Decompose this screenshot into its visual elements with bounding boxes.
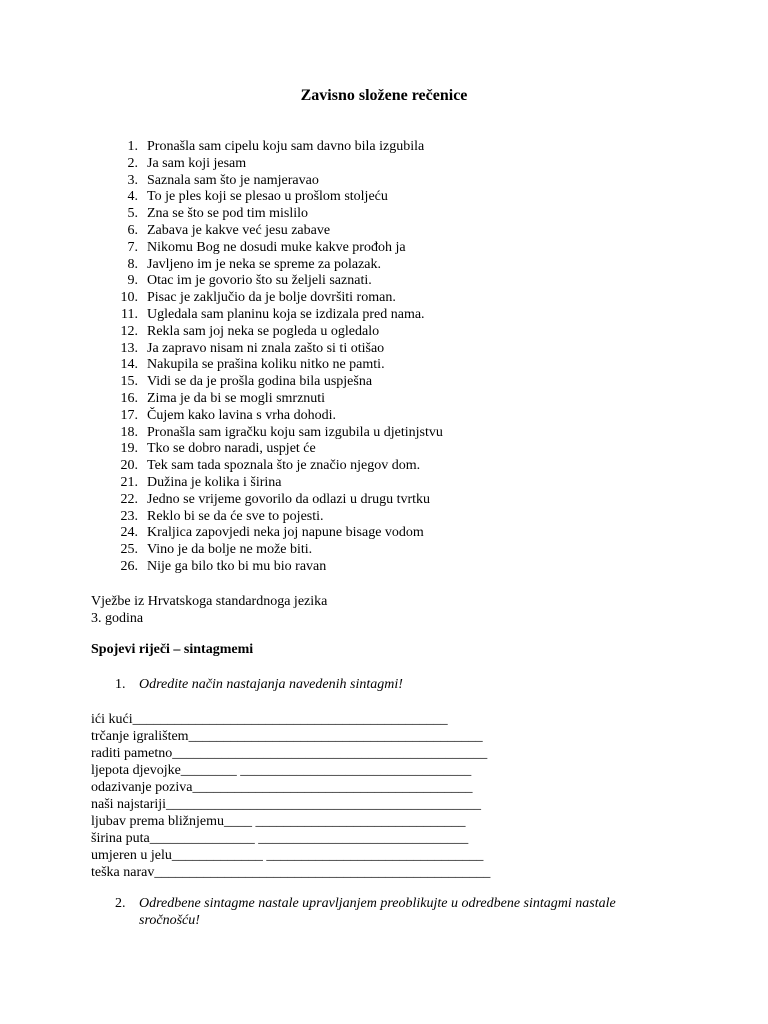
item-text: Jedno se vrijeme govorilo da odlazi u drugu tvrtku	[147, 491, 431, 507]
list-item	[110, 206, 443, 223]
phrase-line: raditi pametno_____________________________________________	[91, 746, 488, 761]
course-year: 3. godina	[91, 611, 144, 626]
phrase-line: ići kući_____________________________________________	[91, 712, 448, 727]
item-number: 22.	[120, 491, 138, 507]
list-item	[110, 525, 443, 542]
item-number: 7.	[127, 239, 138, 255]
task-2	[115, 895, 675, 929]
item-number: 15.	[120, 374, 138, 390]
item-number: 17.	[120, 407, 138, 423]
item-text: Zima je da bi se mogli smrznuti	[147, 390, 326, 406]
list-item	[110, 156, 443, 173]
phrase-line: teška narav________________________________________________	[91, 865, 491, 880]
item-text: Reklo bi se da će sve to pojesti.	[147, 508, 324, 524]
list-item	[110, 458, 443, 475]
item-number: 24.	[120, 525, 138, 541]
phrase-line: ljepota djevojke________ _________________________________	[91, 763, 472, 778]
item-number: 20.	[120, 458, 138, 474]
page-title: Zavisno složene rečenice	[300, 87, 468, 104]
list-item	[110, 139, 443, 156]
phrase-line: odazivanje poziva________________________________________	[91, 780, 473, 795]
list-item	[110, 223, 443, 240]
item-text: Ugledala sam planinu koja se izdizala pred nama.	[147, 306, 425, 322]
item-number: 26.	[120, 558, 138, 574]
task-text: Odredbene sintagme nastale upravljanjem preoblikujte u odredbene sintagmi nastale sročnošću!	[139, 896, 616, 928]
item-text: Čujem kako lavina s vrha dohodi.	[147, 407, 336, 423]
item-text: Ja sam koji jesam	[147, 155, 247, 171]
list-item	[110, 290, 443, 307]
list-item	[110, 357, 443, 374]
item-text: Saznala sam što je namjeravao	[147, 172, 319, 188]
item-text: Pisac je zaključio da je bolje dovršiti roman.	[147, 290, 396, 306]
list-item	[110, 273, 443, 290]
phrase-line: naši najstariji_____________________________________________	[91, 797, 482, 812]
list-item	[110, 492, 443, 509]
item-number: 14.	[120, 357, 138, 373]
item-text: Tek sam tada spoznala što je značio njegov dom.	[147, 458, 421, 474]
item-text: Zabava je kakve već jesu zabave	[147, 222, 331, 238]
list-item	[110, 542, 443, 559]
item-number: 18.	[120, 424, 138, 440]
list-item	[110, 559, 443, 576]
item-text: Tko se dobro naradi, uspjet će	[147, 441, 316, 457]
list-item	[110, 240, 443, 257]
item-number: 10.	[120, 290, 138, 306]
task-text: Odredite način nastajanja navedenih sintagmi!	[139, 677, 403, 692]
item-text: Nikomu Bog ne dosudi muke kakve prođoh ja	[147, 239, 406, 255]
task-number: 2.	[115, 896, 126, 911]
list-item	[110, 324, 443, 341]
item-text: Otac im je govorio što su željeli saznati.	[147, 273, 372, 289]
course-info	[91, 593, 327, 627]
item-text: Kraljica zapovjedi neka joj napune bisage vodom	[147, 525, 424, 541]
list-item	[110, 408, 443, 425]
item-number: 1.	[127, 139, 138, 154]
item-text: Pronašla sam cipelu koju sam davno bila izgubila	[147, 139, 425, 154]
item-text: Zna se što se pod tim mislilo	[147, 206, 308, 222]
item-number: 12.	[120, 323, 138, 339]
phrase-line: širina puta_______________ ______________________________	[91, 831, 469, 846]
item-text: Dužina je kolika i širina	[147, 474, 282, 490]
task-number: 1.	[115, 677, 126, 692]
phrase-line: ljubav prema bližnjemu____ ______________________________	[91, 814, 466, 829]
list-item	[110, 475, 443, 492]
list-item	[110, 257, 443, 274]
task-1	[115, 677, 403, 693]
item-number: 4.	[127, 189, 138, 205]
item-number: 23.	[120, 508, 138, 524]
item-text: Rekla sam joj neka se pogleda u ogledalo	[147, 323, 380, 339]
item-number: 2.	[127, 155, 138, 171]
list-item	[110, 307, 443, 324]
item-number: 19.	[120, 441, 138, 457]
sentence-list	[110, 139, 443, 576]
phrase-line: umjeren u jelu_____________ _______________________________	[91, 848, 484, 863]
item-number: 13.	[120, 340, 138, 356]
item-number: 8.	[127, 256, 138, 272]
item-text: Vidi se da je prošla godina bila uspješna	[147, 374, 373, 390]
list-item	[110, 341, 443, 358]
item-number: 6.	[127, 222, 138, 238]
list-item	[110, 374, 443, 391]
item-text: Ja zapravo nisam ni znala zašto si ti otišao	[147, 340, 385, 356]
list-item	[110, 391, 443, 408]
list-item	[110, 441, 443, 458]
item-number: 11.	[121, 306, 138, 322]
item-number: 21.	[120, 474, 138, 490]
item-text: Javljeno im je neka se spreme za polazak.	[147, 256, 382, 272]
item-text: Nakupila se prašina koliku nitko ne pamti.	[147, 357, 385, 373]
list-item	[110, 509, 443, 526]
course-name: Vježbe iz Hrvatskoga standardnoga jezika	[91, 594, 328, 609]
phrase-list	[91, 711, 490, 881]
phrase-line: trčanje igralištem__________________________________________	[91, 729, 483, 744]
item-text: Vino je da bolje ne može biti.	[147, 542, 313, 558]
item-number: 3.	[127, 172, 138, 188]
item-text: Pronašla sam igračku koju sam izgubila u djetinjstvu	[147, 424, 443, 440]
item-number: 16.	[120, 390, 138, 406]
item-number: 25.	[120, 542, 138, 558]
list-item	[110, 173, 443, 190]
item-number: 5.	[127, 206, 138, 222]
item-text: Nije ga bilo tko bi mu bio ravan	[147, 558, 327, 574]
item-text: To je ples koji se plesao u prošlom stoljeću	[147, 189, 388, 205]
list-item	[110, 189, 443, 206]
list-item	[110, 425, 443, 442]
section-heading: Spojevi riječi – sintagmemi	[91, 642, 254, 657]
item-number: 9.	[127, 273, 138, 289]
